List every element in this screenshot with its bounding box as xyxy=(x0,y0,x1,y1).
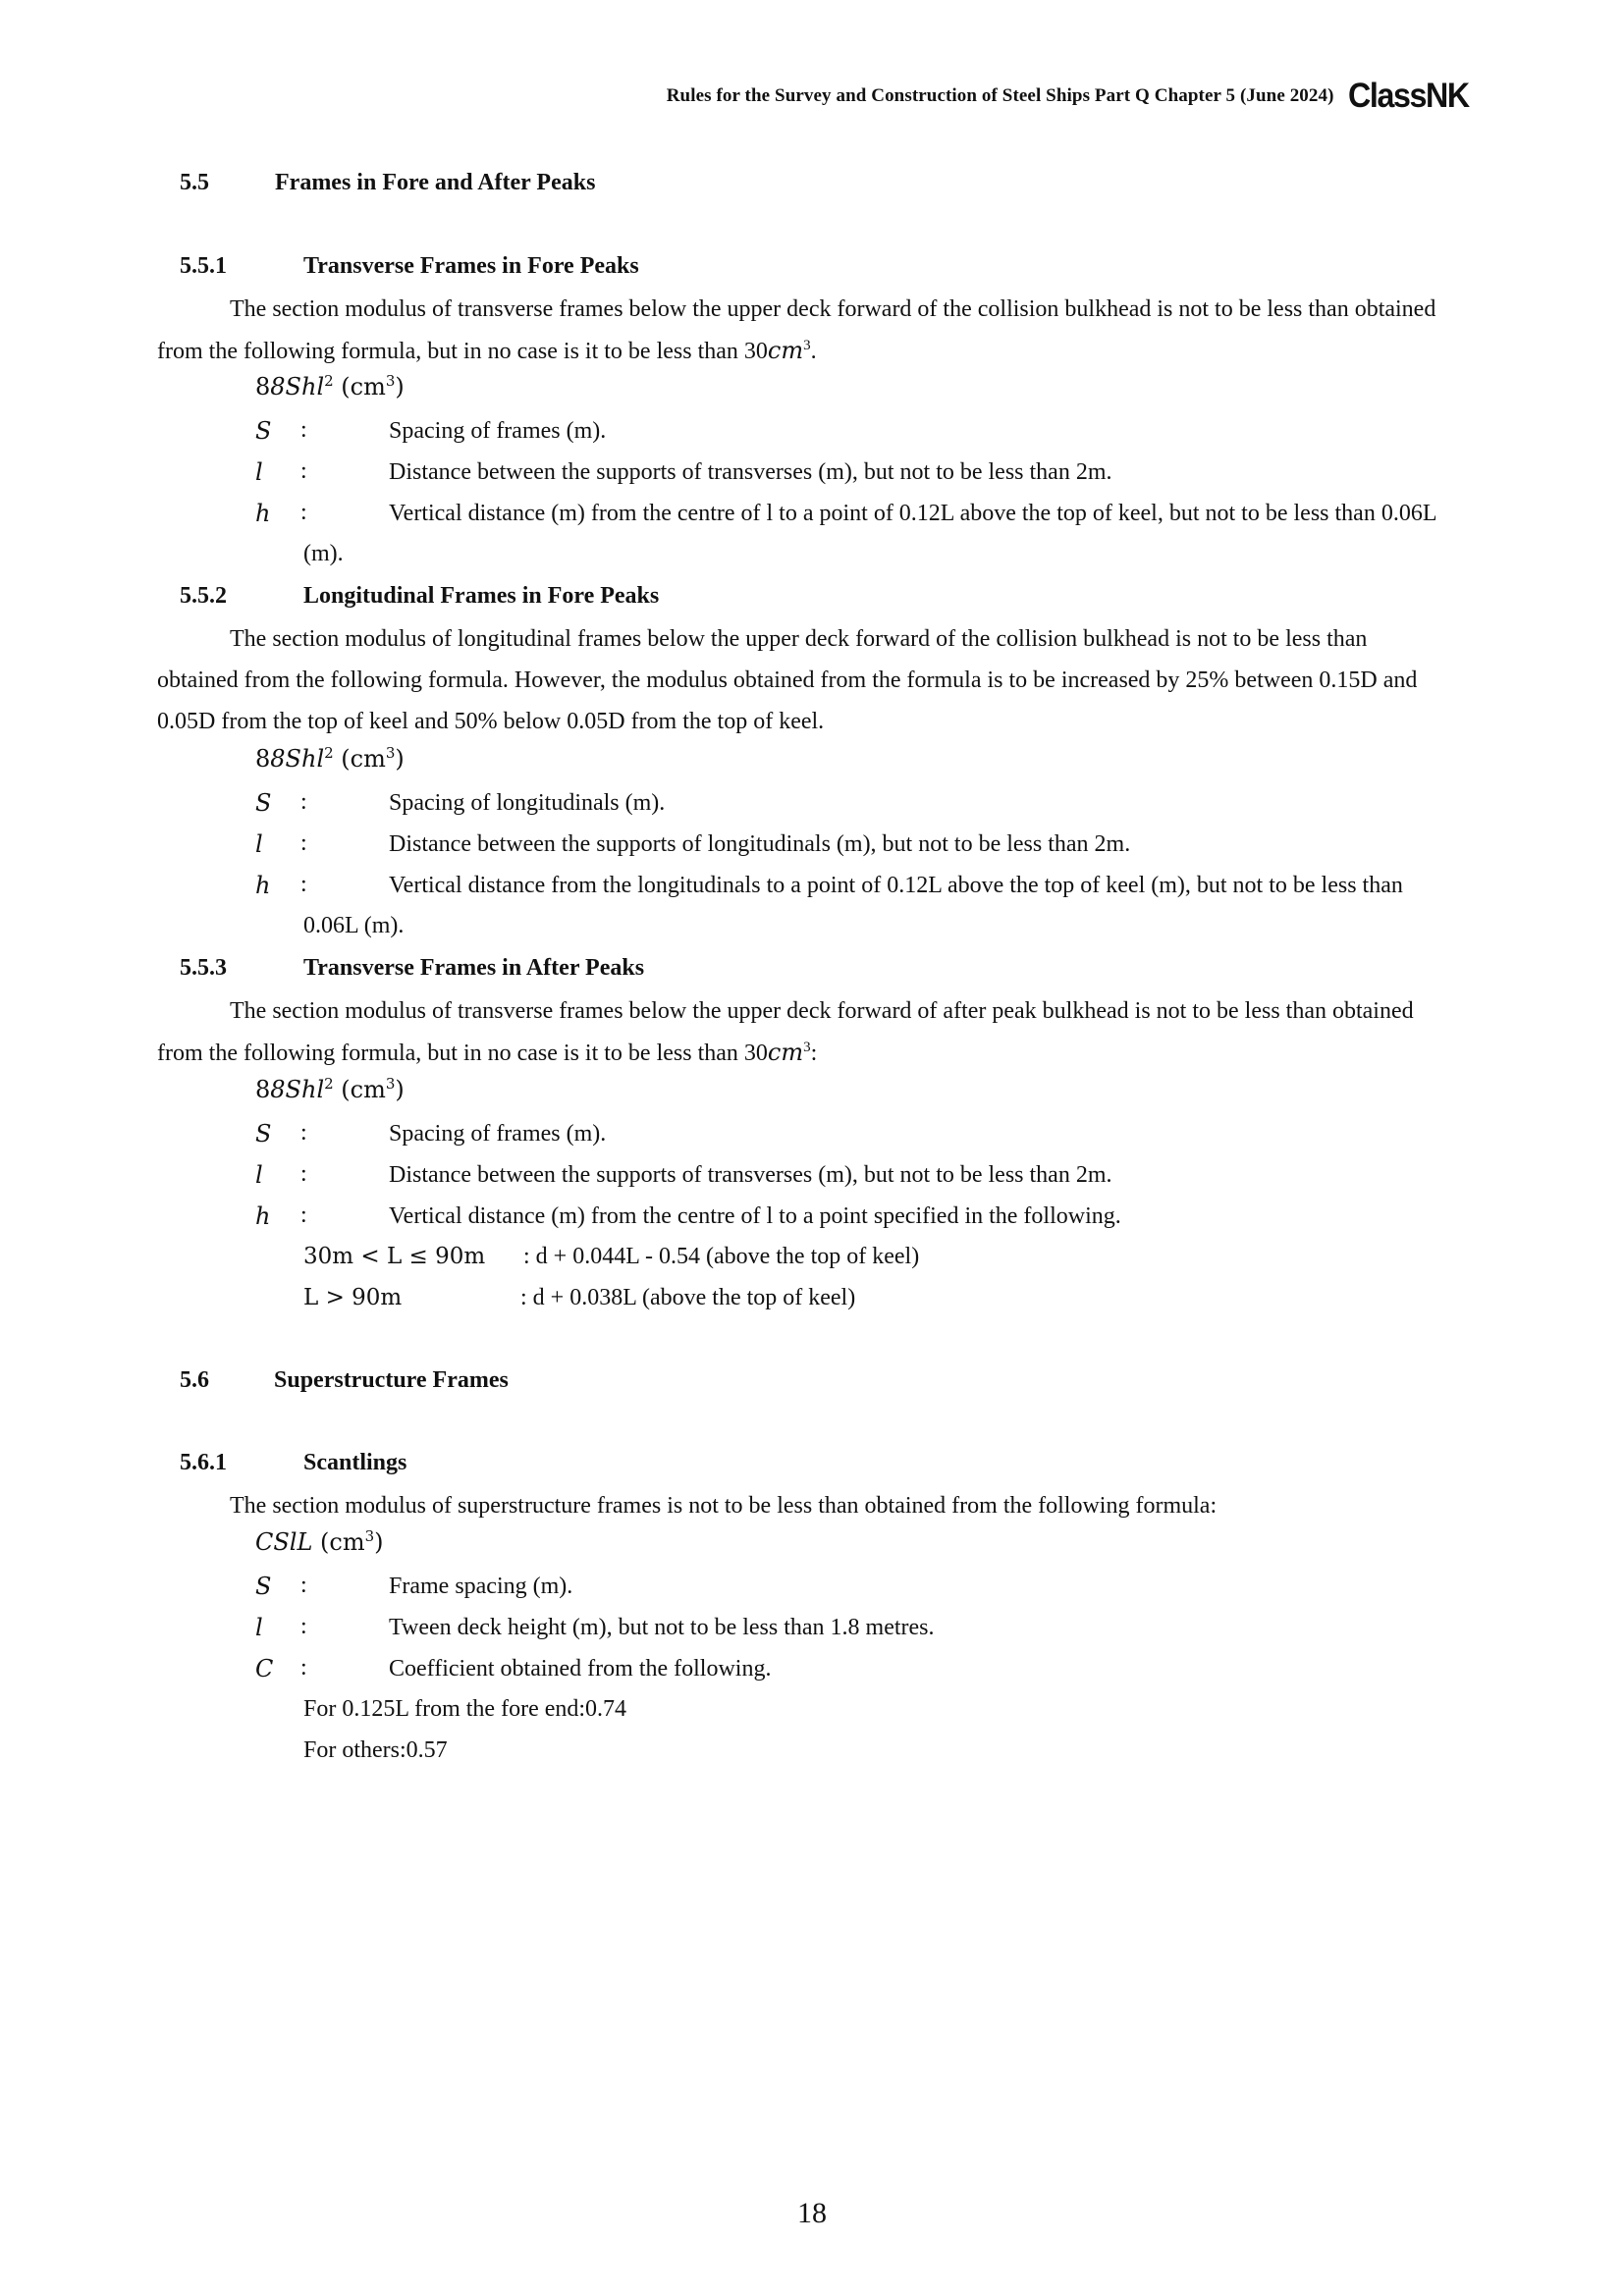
colon: : xyxy=(300,500,307,525)
symbol: S xyxy=(255,1120,272,1148)
definition: Distance between the supports of transverses (m), but not to be less than 2m. xyxy=(389,459,1112,485)
formula-expr: 8Shl xyxy=(270,373,325,400)
paragraph xyxy=(157,990,1483,1074)
symbol: l xyxy=(255,1614,263,1641)
text: from the following formula, but in no case is it to be less than 30 xyxy=(157,339,768,364)
exponent: 3 xyxy=(803,338,811,353)
text: from the following formula, but in no case is it to be less than 30 xyxy=(157,1041,768,1066)
paragraph-line: The section modulus of superstructure frames is not to be less than obtained from the following formula: xyxy=(230,1493,1218,1519)
symbol: h xyxy=(255,872,271,899)
colon: : xyxy=(300,789,307,815)
definition-continuation: (m). xyxy=(303,541,344,566)
subsection-title: Transverse Frames in Fore Peaks xyxy=(303,253,639,279)
coefficient-line: For others:0.57 xyxy=(303,1737,448,1763)
exponent: 2 xyxy=(324,1075,334,1093)
definition: Coefficient obtained from the following. xyxy=(389,1656,772,1682)
colon: : xyxy=(300,1161,307,1187)
subsection-title: Transverse Frames in After Peaks xyxy=(303,955,645,981)
formula: 88Shl$^2$ $(cm^3)$ xyxy=(255,1075,405,1103)
formula-unit: (cm xyxy=(312,1528,365,1556)
formula-unit: (cm xyxy=(333,745,386,773)
coefficient-line: For 0.125L from the fore end:0.74 xyxy=(303,1696,627,1722)
paragraph-line: The section modulus of transverse frames below the upper deck forward of the collision bulkhead is not to be less than obtained xyxy=(230,296,1436,322)
paragraph-line: obtained from the following formula. However, the modulus obtained from the formula is to be increased by 25% between 0.15D and xyxy=(157,667,1418,693)
formula xyxy=(255,1528,384,1556)
exponent: 3 xyxy=(385,372,396,390)
exponent: 2 xyxy=(324,372,334,390)
case-value: : d + 0.044L - 0.54 (above the top of keel) xyxy=(523,1244,920,1269)
symbol: l xyxy=(255,458,263,486)
page-header xyxy=(667,77,1479,116)
formula-expr: 8Shl xyxy=(270,745,325,773)
page-number: 18 xyxy=(797,2197,827,2229)
running-title: Rules for the Survey and Construction of Steel Ships Part Q Chapter 5 (June 2024) xyxy=(666,85,1334,106)
definition: Vertical distance (m) from the centre of l to a point of 0.12L above the top of keel, but not to be less than 0.06L xyxy=(389,501,1437,526)
exponent: 3 xyxy=(385,1075,396,1093)
case-condition: L > 90m xyxy=(303,1285,403,1310)
text: ) xyxy=(395,745,405,773)
symbol: l xyxy=(255,830,263,858)
exponent: 3 xyxy=(803,1040,811,1055)
section-title: Superstructure Frames xyxy=(274,1367,509,1393)
subsection-title: Scantlings xyxy=(303,1450,407,1475)
definition: Tween deck height (m), but not to be less than 1.8 metres. xyxy=(389,1615,935,1640)
formula: 88Shl$^2$ $(cm^3)$ xyxy=(255,372,405,400)
colon: : xyxy=(300,872,307,897)
definition: Distance between the supports of transverses (m), but not to be less than 2m. xyxy=(389,1162,1112,1188)
text: . xyxy=(810,339,817,364)
symbol: h xyxy=(255,500,271,527)
paragraph-line xyxy=(157,339,817,364)
subsection-number: 5.5.3 xyxy=(180,955,227,981)
definition: Spacing of longitudinals (m). xyxy=(389,790,666,816)
symbol: S xyxy=(255,789,272,817)
definition: Vertical distance (m) from the centre of l to a point specified in the following. xyxy=(389,1203,1121,1229)
text: ) xyxy=(395,373,405,400)
subsection-title: Longitudinal Frames in Fore Peaks xyxy=(303,583,660,609)
symbol: S xyxy=(255,1573,272,1600)
colon: : xyxy=(300,1614,307,1639)
paragraph xyxy=(157,289,1483,372)
unit: cm xyxy=(767,1039,804,1066)
definition: Spacing of frames (m). xyxy=(389,418,607,444)
symbol: l xyxy=(255,1161,263,1189)
formula-expr: CSlL xyxy=(255,1528,313,1556)
definition: Frame spacing (m). xyxy=(389,1574,573,1599)
definition: Distance between the supports of longitudinals (m), but not to be less than 2m. xyxy=(389,831,1131,857)
unit: cm xyxy=(767,337,804,364)
formula: 88Shl$^2$ $(cm^3)$ xyxy=(255,744,405,773)
colon: : xyxy=(300,417,307,443)
formula-unit: (cm xyxy=(333,1076,386,1103)
text: ) xyxy=(374,1528,384,1556)
paragraph xyxy=(157,1485,1483,1526)
symbol: h xyxy=(255,1202,271,1230)
exponent: 3 xyxy=(385,744,396,762)
case-value: : d + 0.038L (above the top of keel) xyxy=(520,1285,856,1310)
paragraph xyxy=(157,618,1483,742)
subsection-number: 5.5.2 xyxy=(180,583,227,609)
paragraph-line: 0.05D from the top of keel and 50% below 0.05D from the top of keel. xyxy=(157,709,825,734)
colon: : xyxy=(300,458,307,484)
colon: : xyxy=(300,1202,307,1228)
colon: : xyxy=(300,1120,307,1146)
formula-expr: 8Shl xyxy=(270,1076,325,1103)
paragraph-line: The section modulus of transverse frames below the upper deck forward of after peak bulkhead is not to be less than obtained xyxy=(230,998,1414,1024)
definition: Spacing of frames (m). xyxy=(389,1121,607,1147)
symbol: C xyxy=(255,1655,274,1682)
paragraph-line xyxy=(157,1041,817,1066)
colon: : xyxy=(300,830,307,856)
paragraph-line: The section modulus of longitudinal frames below the upper deck forward of the collision bulkhead is not to be less than xyxy=(230,626,1368,652)
text: : xyxy=(810,1041,818,1066)
exponent: 2 xyxy=(324,744,334,762)
text: ) xyxy=(395,1076,405,1103)
classnk-logo: ClassNK xyxy=(1347,77,1469,115)
section-number: 5.5 xyxy=(180,170,209,195)
symbol: S xyxy=(255,417,272,445)
definition-continuation: 0.06L (m). xyxy=(303,913,405,938)
section-number: 5.6 xyxy=(180,1367,209,1393)
section-title: Frames in Fore and After Peaks xyxy=(275,170,596,195)
subsection-number: 5.5.1 xyxy=(180,253,227,279)
colon: : xyxy=(300,1655,307,1681)
exponent: 3 xyxy=(364,1527,375,1545)
colon: : xyxy=(300,1573,307,1598)
formula-unit: (cm xyxy=(333,373,386,400)
case-condition: 30m < L ≤ 90m xyxy=(303,1244,486,1269)
subsection-number: 5.6.1 xyxy=(180,1450,227,1475)
definition: Vertical distance from the longitudinals to a point of 0.12L above the top of keel (m), but not to be less than xyxy=(389,873,1403,898)
